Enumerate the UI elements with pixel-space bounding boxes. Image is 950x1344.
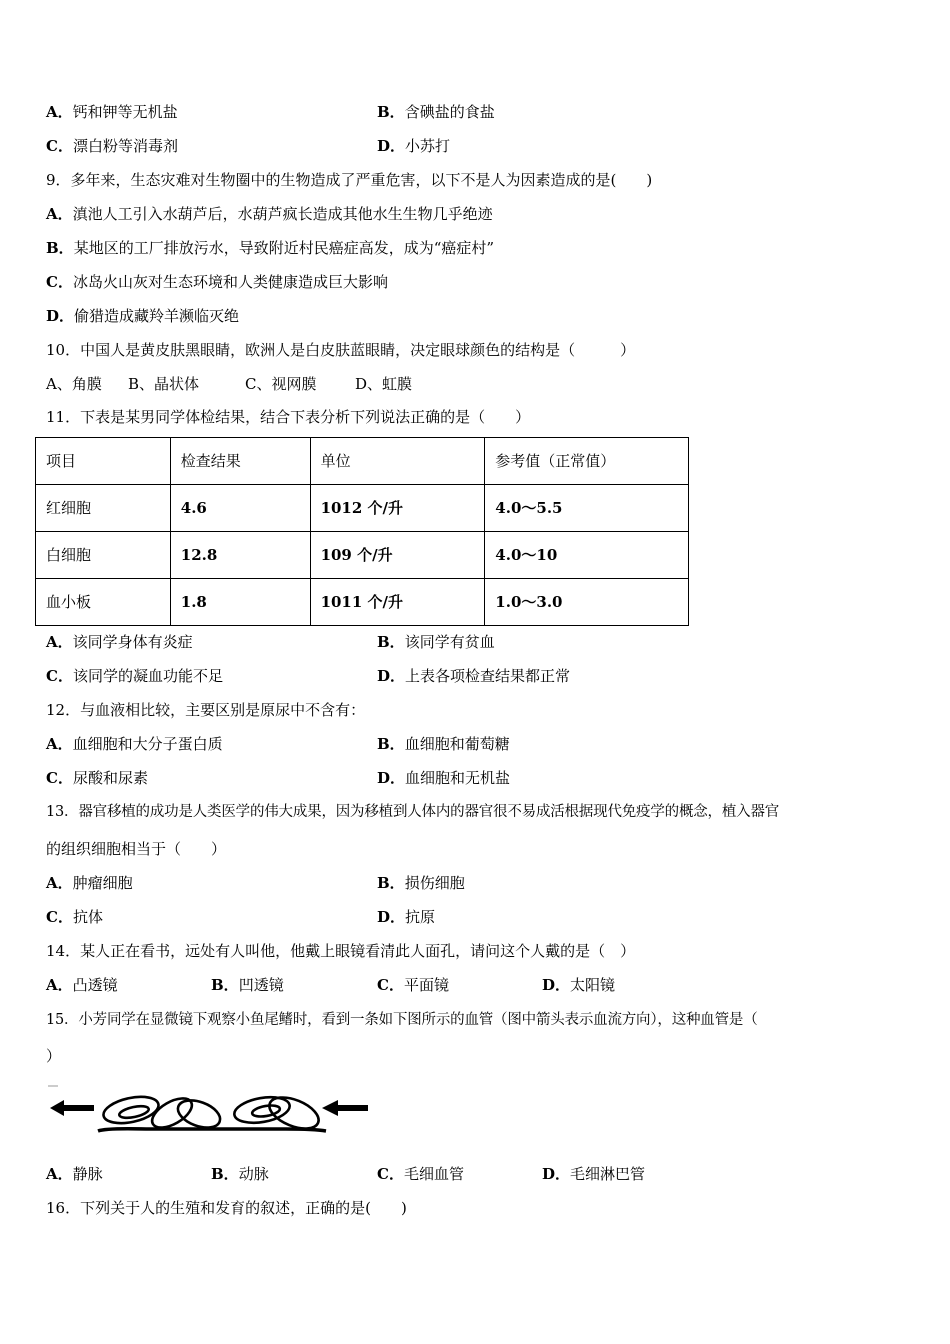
q12-option-b: B．血细胞和葡萄糖 bbox=[377, 735, 510, 753]
q11-option-c: C．该同学的凝血功能不足 bbox=[46, 667, 223, 685]
q9-stem: 9．多年来，生态灾难对生物圈中的生物造成了严重危害，以下不是人为因素造成的是( ) bbox=[46, 171, 653, 189]
q15-option-d: D．毛细淋巴管 bbox=[542, 1165, 646, 1183]
q8-option-b: B．含碘盐的食盐 bbox=[377, 103, 495, 121]
q13-stem-line2: 的组织细胞相当于（ ） bbox=[46, 840, 227, 858]
q9-option-c: C．冰岛火山灰对生态环境和人类健康造成巨大影响 bbox=[46, 273, 388, 291]
table-row bbox=[36, 485, 689, 532]
q10-option-d: D、虹膜 bbox=[355, 375, 413, 393]
q9-option-d: D．偷猎造成藏羚羊濒临灭绝 bbox=[46, 307, 240, 325]
q10-option-a: A、角膜 bbox=[46, 375, 102, 393]
q13-option-a: A．肿瘤细胞 bbox=[46, 874, 133, 892]
q15-stem-line2: ） bbox=[46, 1047, 62, 1065]
q15-option-b: B．动脉 bbox=[211, 1165, 269, 1183]
blood-vessel-diagram bbox=[46, 1083, 376, 1139]
q8-option-c: C．漂白粉等消毒剂 bbox=[46, 137, 178, 155]
table-header: 单位 bbox=[310, 438, 485, 485]
q9-option-a: A．滇池人工引入水葫芦后，水葫芦疯长造成其他水生生物几乎绝迹 bbox=[46, 205, 493, 223]
q10-option-b: B、晶状体 bbox=[128, 375, 200, 393]
flow-arrow-right-icon bbox=[322, 1100, 368, 1116]
q11-stem: 11．下表是某男同学体检结果，结合下表分析下列说法正确的是（ ） bbox=[46, 408, 531, 426]
q12-option-a: A．血细胞和大分子蛋白质 bbox=[46, 735, 223, 753]
q14-option-d: D．太阳镜 bbox=[542, 976, 616, 994]
table-cell: 1.0～3.0 bbox=[485, 579, 689, 626]
table-row bbox=[36, 532, 689, 579]
q15-stem-line1: 15．小芳同学在显微镜下观察小鱼尾鳍时，看到一条如下图所示的血管（图中箭头表示血流方向），这种血管是（ bbox=[46, 1012, 758, 1028]
q13-option-b: B．损伤细胞 bbox=[377, 874, 465, 892]
vessel-wall bbox=[98, 1129, 326, 1131]
q8-option-a: A．钙和钾等无机盐 bbox=[46, 103, 178, 121]
q12-option-d: D．血细胞和无机盐 bbox=[377, 769, 511, 787]
q16-stem: 16．下列关于人的生殖和发育的叙述，正确的是( ) bbox=[46, 1199, 407, 1217]
table-cell: 4.0～5.5 bbox=[485, 485, 689, 532]
table-cell: 4.6 bbox=[170, 485, 310, 532]
q14-option-b: B．凹透镜 bbox=[211, 976, 284, 994]
table-cell: 12.8 bbox=[170, 532, 310, 579]
q13-option-d: D．抗原 bbox=[377, 908, 436, 926]
q11-option-a: A．该同学身体有炎症 bbox=[46, 633, 193, 651]
q8-option-d: D．小苏打 bbox=[377, 137, 451, 155]
q14-option-c: C．平面镜 bbox=[377, 976, 449, 994]
table-header: 项目 bbox=[36, 438, 171, 485]
table-cell: 4.0～10 bbox=[485, 532, 689, 579]
table-row bbox=[36, 579, 689, 626]
table-cell: 白细胞 bbox=[36, 532, 171, 579]
q13-option-c: C．抗体 bbox=[46, 908, 103, 926]
q15-option-c: C．毛细血管 bbox=[377, 1165, 464, 1183]
blood-vessel-figure bbox=[46, 1083, 376, 1143]
q12-option-c: C．尿酸和尿素 bbox=[46, 769, 148, 787]
table-header: 参考值（正常值） bbox=[485, 438, 689, 485]
table-cell: 109 个/升 bbox=[310, 532, 485, 579]
table-cell: 血小板 bbox=[36, 579, 171, 626]
table-header: 检查结果 bbox=[170, 438, 310, 485]
table-cell: 1011 个/升 bbox=[310, 579, 485, 626]
table-header-row bbox=[36, 438, 689, 485]
q10-stem: 10．中国人是黄皮肤黑眼睛，欧洲人是白皮肤蓝眼睛，决定眼球颜色的结构是（ ） bbox=[46, 341, 636, 359]
q14-stem: 14．某人正在看书，远处有人叫他，他戴上眼镜看清此人面孔，请问这个人戴的是（ ） bbox=[46, 942, 636, 960]
checkup-table bbox=[35, 437, 689, 626]
q12-stem: 12．与血液相比较，主要区别是原尿中不含有： bbox=[46, 701, 366, 719]
flow-arrow-left-icon bbox=[50, 1100, 94, 1116]
table-cell: 1012 个/升 bbox=[310, 485, 485, 532]
q11-option-d: D．上表各项检查结果都正常 bbox=[377, 667, 571, 685]
q11-option-b: B．该同学有贫血 bbox=[377, 633, 495, 651]
q10-option-c: C、视网膜 bbox=[245, 375, 317, 393]
q15-option-a: A．静脉 bbox=[46, 1165, 103, 1183]
table-cell: 1.8 bbox=[170, 579, 310, 626]
q14-option-a: A．凸透镜 bbox=[46, 976, 118, 994]
q9-option-b: B．某地区的工厂排放污水，导致附近村民癌症高发，成为“癌症村” bbox=[46, 239, 495, 257]
q13-stem-line1: 13．器官移植的成功是人类医学的伟大成果，因为移植到人体内的器官很不易成活根据现代免疫学的概念，植入器官 bbox=[46, 804, 780, 820]
table-cell: 红细胞 bbox=[36, 485, 171, 532]
